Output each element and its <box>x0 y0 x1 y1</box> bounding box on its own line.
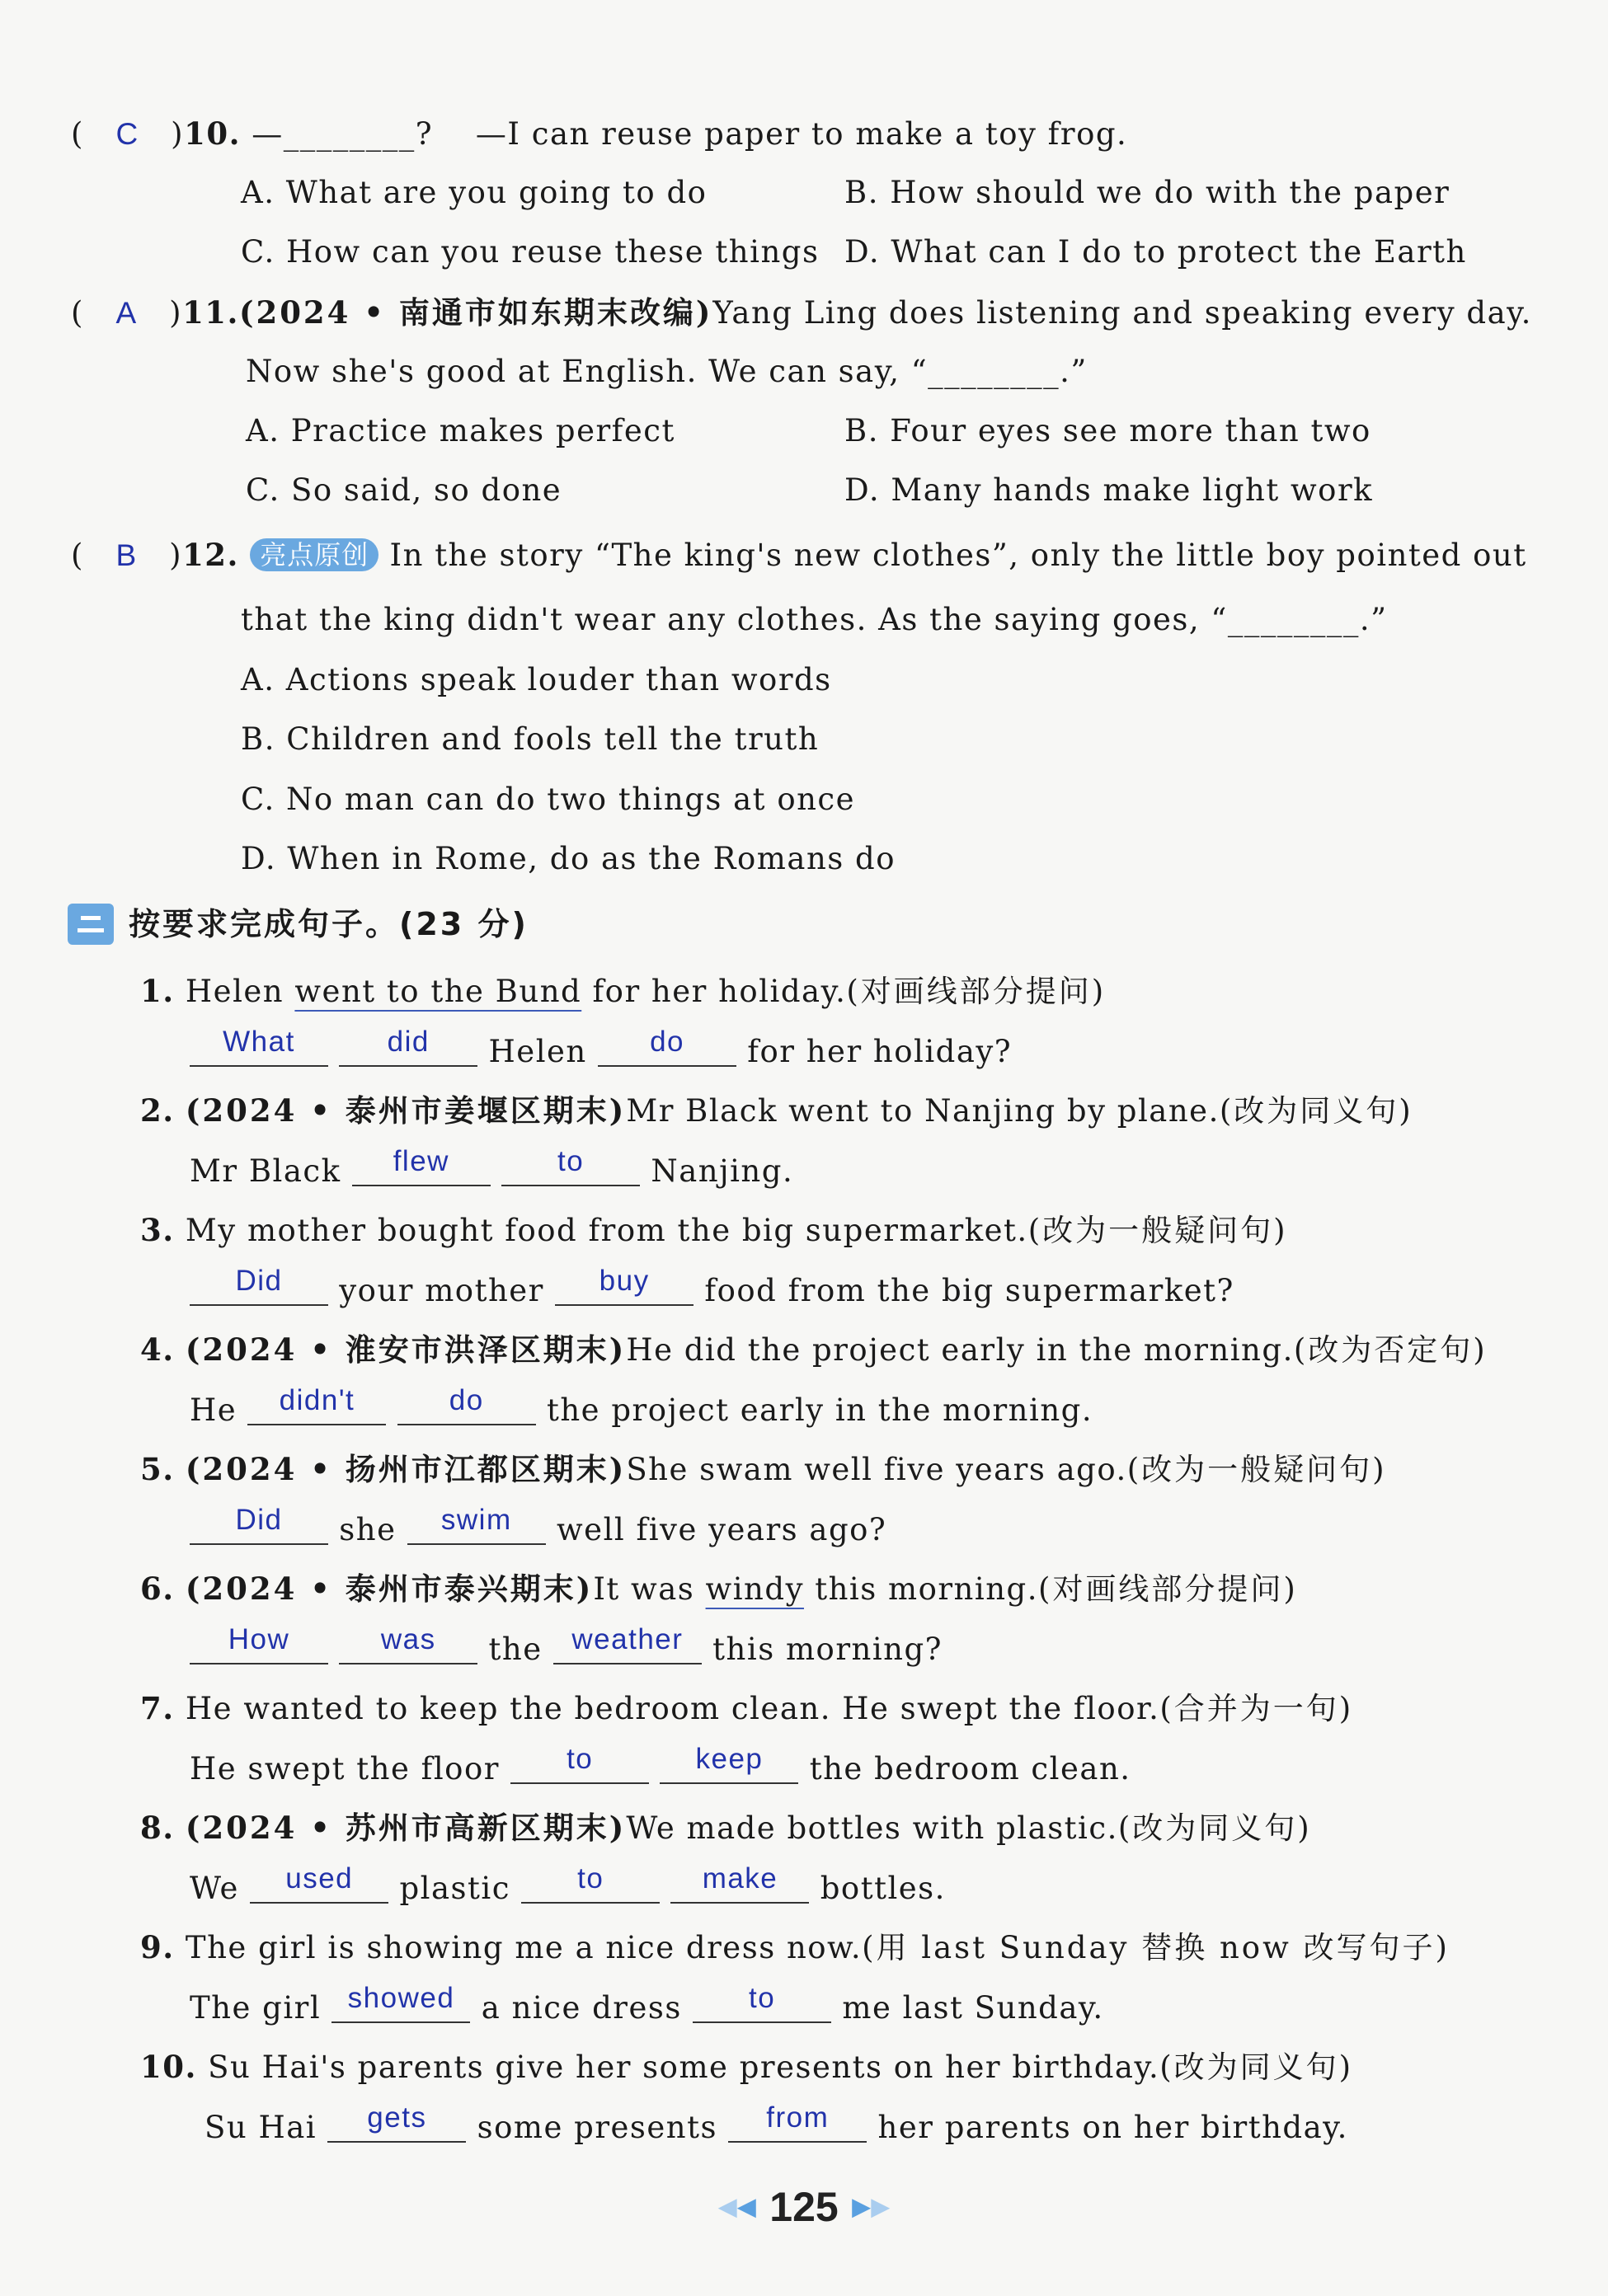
underlined-part: windy <box>705 1571 804 1607</box>
answer-blank[interactable]: flew <box>352 1152 491 1186</box>
answer-blank[interactable]: to <box>501 1152 640 1186</box>
sentence-4-prompt: 4. (2024 • 淮安市洪泽区期末)He did the project early in the morning.(改为否定句) <box>140 1331 1488 1368</box>
answer-blank[interactable]: showed <box>331 1988 470 2023</box>
section-two-icon <box>68 904 114 945</box>
page-number: 125 <box>769 2184 839 2230</box>
answer-blank[interactable]: swim <box>407 1510 546 1545</box>
sentence-5-prompt: 5. (2024 • 扬州市江都区期末)She swam well five years ago.(改为一般疑问句) <box>140 1451 1387 1487</box>
answer-blank[interactable]: do <box>397 1391 536 1425</box>
answer-q12: B <box>115 538 138 572</box>
sentence-9-answer: The girl showed a nice dress to me last Sunday. <box>190 1982 1104 2026</box>
answer-blank[interactable]: What <box>190 1032 328 1067</box>
source-q11: (2024 • 南通市如东期末改编) <box>238 294 713 331</box>
option-q10-b: B. How should we do with the paper <box>844 175 1450 210</box>
answer-blank[interactable]: make <box>670 1869 809 1904</box>
answer-blank[interactable]: gets <box>327 2108 466 2143</box>
underlined-part: went to the Bund <box>294 974 582 1009</box>
sentence-2-answer: Mr Black flew to Nanjing. <box>190 1145 794 1189</box>
sentence-8-prompt: 8. (2024 • 苏州市高新区期末)We made bottles with plastic.(改为同义句) <box>140 1810 1312 1846</box>
section-two-title: 按要求完成句子。(23 分) <box>129 906 529 942</box>
sentence-6-answer: How was the weather this morning? <box>190 1630 943 1668</box>
next-light-arrow-icon: ▶ <box>871 2193 891 2221</box>
prev-arrow-icon: ◀ <box>736 2193 756 2221</box>
answer-blank[interactable]: keep <box>660 1749 798 1784</box>
answer-q10: C <box>115 117 139 151</box>
answer-blank[interactable]: did <box>339 1032 477 1067</box>
answer-blank[interactable]: Did <box>190 1271 328 1306</box>
answer-blank[interactable]: to <box>510 1749 649 1784</box>
option-q11-d: D. Many hands make light work <box>844 472 1374 508</box>
answer-q11: A <box>115 296 138 330</box>
sentence-3-answer: Did your mother buy food from the big supermarket? <box>190 1271 1234 1309</box>
option-q11-b: B. Four eyes see more than two <box>844 413 1371 448</box>
option-q12-b: B. Children and fools tell the truth <box>241 721 820 757</box>
sentence-6-prompt: 6. (2024 • 泰州市泰兴期末)It was windy this morning.(对画线部分提问) <box>140 1571 1298 1607</box>
answer-blank[interactable]: from <box>728 2108 867 2143</box>
sentence-7-answer: He swept the floor to keep the bedroom clean. <box>190 1743 1131 1787</box>
mc-question-12: ( B )12. 亮点原创 In the story “The king's new clothes”, only the little boy pointed out <box>71 537 1527 573</box>
sentence-2-prompt: 2. (2024 • 泰州市姜堰区期末)Mr Black went to Nanjing by plane.(改为同义句) <box>140 1092 1413 1129</box>
sentence-8-answer: We used plastic to make bottles. <box>190 1862 946 1906</box>
stem-q10: —________? —I can reuse paper to make a toy frog. <box>252 116 1128 152</box>
sentence-9-prompt: 9. The girl is showing me a nice dress now.(用 last Sunday 替换 now 改写句子) <box>140 1929 1450 1965</box>
option-q10-a: A. What are you going to do <box>241 175 708 210</box>
sentence-4-answer: He didn't do the project early in the morning. <box>190 1384 1093 1428</box>
sentence-1-answer: What did Helen do for her holiday? <box>190 1032 1012 1070</box>
sentence-5-answer: Did she swim well five years ago? <box>190 1510 886 1548</box>
stem-q12-line2: that the king didn't wear any clothes. As the saying goes, “________.” <box>241 602 1388 637</box>
sentence-3-prompt: 3. My mother bought food from the big supermarket.(改为一般疑问句) <box>140 1212 1288 1248</box>
answer-blank[interactable]: to <box>521 1869 660 1904</box>
sentence-7-prompt: 7. He wanted to keep the bedroom clean. He swept the floor.(合并为一句) <box>140 1690 1354 1726</box>
answer-blank[interactable]: Did <box>190 1510 328 1545</box>
answer-blank[interactable]: to <box>693 1988 831 2023</box>
option-q11-a: A. Practice makes perfect <box>246 413 675 448</box>
option-q12-a: A. Actions speak louder than words <box>241 662 832 697</box>
answer-blank[interactable]: didn't <box>247 1391 386 1425</box>
stem-q11-line2: Now she's good at English. We can say, “________.” <box>246 354 1088 389</box>
sentence-10-prompt: 10. Su Hai's parents give her some presents on her birthday.(改为同义句) <box>140 2049 1354 2085</box>
option-q10-c: C. How can you reuse these things <box>241 234 820 270</box>
answer-blank[interactable]: How <box>190 1630 328 1664</box>
option-q11-c: C. So said, so done <box>246 472 562 508</box>
prev-light-arrow-icon: ◀ <box>717 2193 737 2221</box>
answer-blank[interactable]: buy <box>555 1271 694 1306</box>
answer-blank[interactable]: used <box>250 1869 388 1904</box>
next-arrow-icon: ▶ <box>852 2193 872 2221</box>
sentence-1-prompt: 1. Helen went to the Bund for her holiday.(对画线部分提问) <box>140 973 1107 1009</box>
answer-blank[interactable]: was <box>339 1630 477 1664</box>
option-q10-d: D. What can I do to protect the Earth <box>844 234 1467 270</box>
page-footer <box>0 2183 1608 2231</box>
option-q12-c: C. No man can do two things at once <box>241 782 856 817</box>
mc-question-11: ( A )11.(2024 • 南通市如东期末改编)Yang Ling does listening and speaking every day. <box>71 294 1532 331</box>
original-badge: 亮点原创 <box>250 538 378 571</box>
mc-question-10: ( C )10. —________? —I can reuse paper to make a toy frog. <box>71 115 1128 152</box>
answer-blank[interactable]: weather <box>553 1630 702 1664</box>
sentence-10-answer: Su Hai gets some presents from her parents on her birthday. <box>205 2101 1348 2145</box>
answer-blank[interactable]: do <box>598 1032 736 1067</box>
option-q12-d: D. When in Rome, do as the Romans do <box>241 841 896 876</box>
